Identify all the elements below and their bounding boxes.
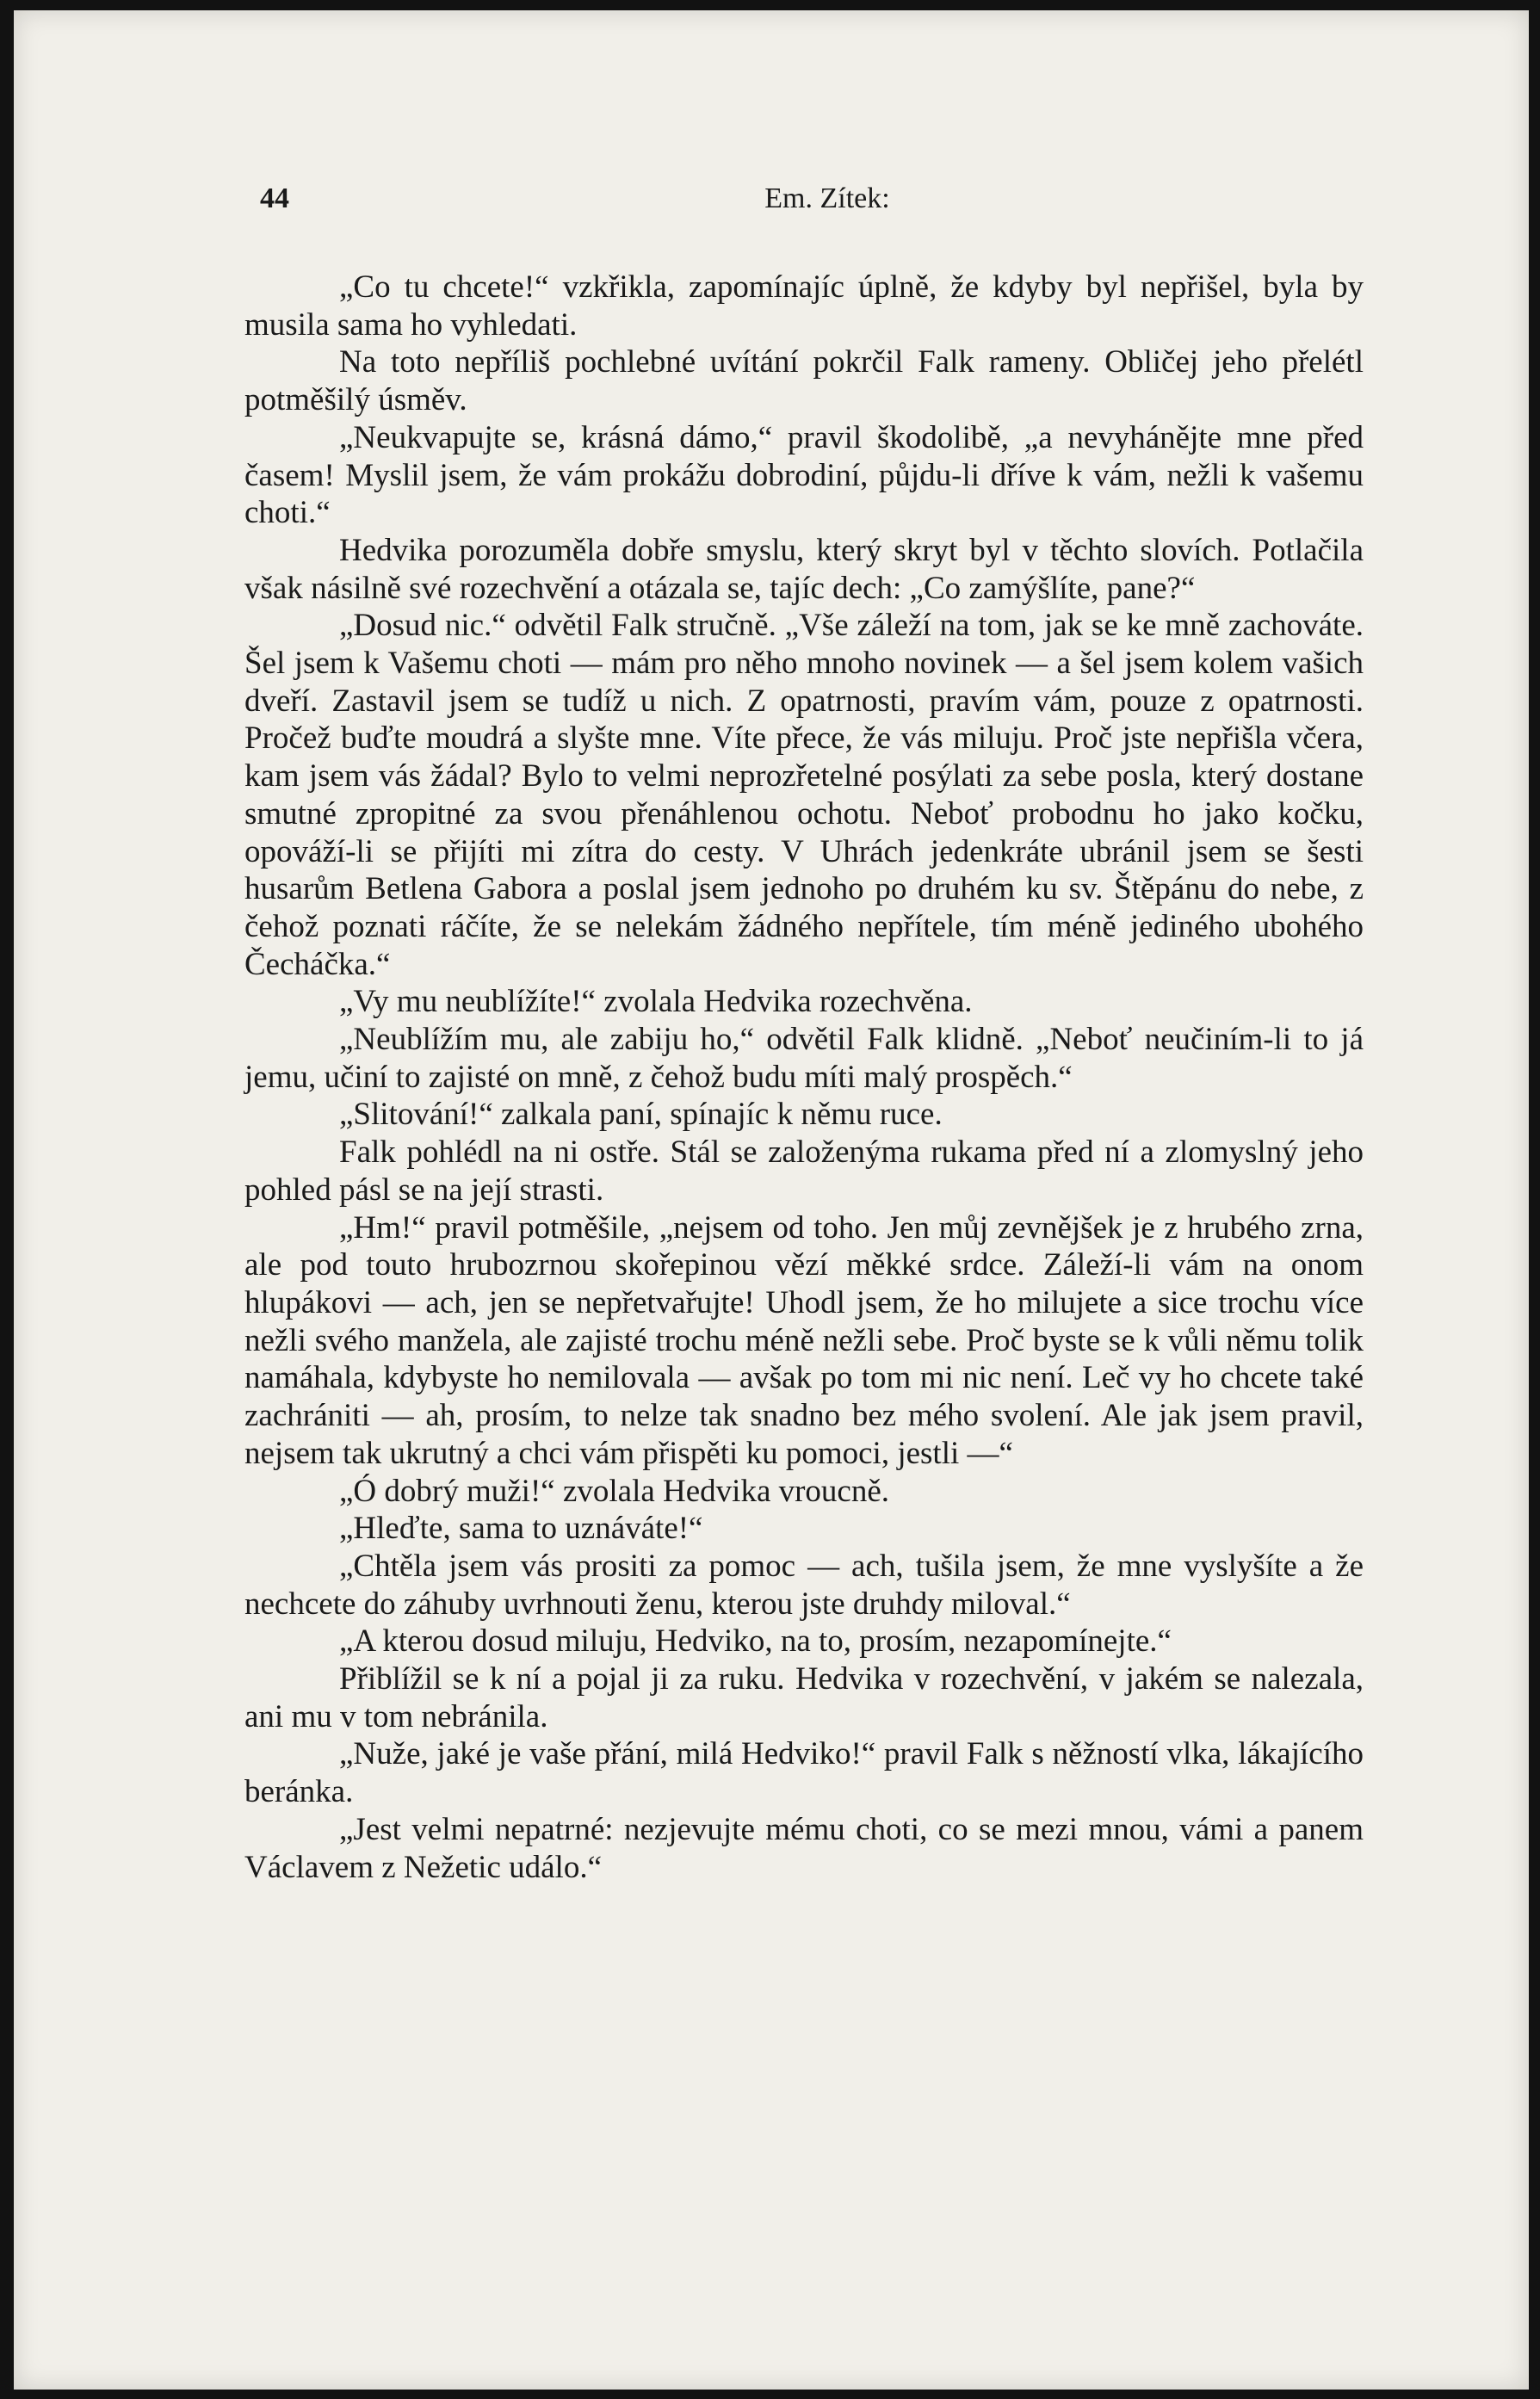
paragraph: „Slitování!“ zalkala paní, spínajíc k němu ruce. [339, 1097, 943, 1133]
body-text [244, 269, 1364, 1886]
paragraph: „Neukvapujte se, krásná dámo,“ pravil škodolibě, „a nevyhánějte mne před časem! Myslil jsem, že vám prokážu dobrodiní, půjdu-li dříve k vám, nežli k vašemu choti.“ [244, 419, 1364, 531]
paragraph: „Vy mu neublížíte!“ zvolala Hedvika rozechvěna. [339, 984, 973, 1020]
paragraph: Falk pohlédl na ni ostře. Stál se založenýma rukama před ní a zlomyslný jeho pohled pásl se na její strasti. [244, 1135, 1364, 1208]
book-page [14, 10, 1529, 2390]
running-head: Em. Zítek: [764, 182, 890, 214]
page-header [246, 182, 1365, 234]
paragraph: Na toto nepříliš pochlebné uvítání pokrčil Falk rameny. Obličej jeho přelétl potměšilý úsměv. [244, 344, 1364, 418]
paragraph: „Hleďte, sama to uznáváte!“ [339, 1511, 703, 1547]
paragraph: „Ó dobrý muži!“ zvolala Hedvika vroucně. [339, 1473, 890, 1509]
paragraph: „Hm!“ pravil potměšile, „nejsem od toho. Jen můj zevnějšek je z hrubého zrna, ale pod touto hrubozrnou skořepinou vězí měkké srdce. Záleží-li vám na onom hlupákovi — ach, jen se nepřetvařujte! Uhodl jsem, že ho milujete a sice trochu více nežli svého manžela, ale zajisté trochu méně nežli sebe. Proč byste se k vůli němu tolik namáhala, kdybyste ho nemilovala — avšak po tom mi nic není. Leč vy ho chcete také zachrániti — ah, prosím, to nelze tak snadno bez mého svolení. Ale jak jsem pravil, nejsem tak ukrutný a chci vám přispěti ku pomoci, jestli —“ [244, 1209, 1364, 1471]
page-number: 44 [260, 182, 289, 214]
paragraph: „Co tu chcete!“ vzkřikla, zapomínajíc úplně, že kdyby byl nepřišel, byla by musila sama ho vyhledati. [244, 269, 1364, 343]
paragraph: „Jest velmi nepatrné: nezjevujte mému choti, co se mezi mnou, vámi a panem Václavem z Nežetic událo.“ [244, 1811, 1364, 1885]
paragraph: „Chtěla jsem vás prositi za pomoc — ach, tušila jsem, že mne vyslyšíte a že nechcete do záhuby uvrhnouti ženu, kterou jste druhdy miloval.“ [244, 1548, 1364, 1622]
paragraph: „Neublížím mu, ale zabiju ho,“ odvětil Falk klidně. „Neboť neučiním-li to já jemu, učiní to zajisté on mně, z čehož budu míti malý prospěch.“ [244, 1022, 1364, 1095]
paragraph: „Dosud nic.“ odvětil Falk stručně. „Vše záleží na tom, jak se ke mně zachováte. Šel jsem k Vašemu choti — mám pro něho mnoho novinek — a šel jsem kolem vašich dveří. Zastavil jsem se tudíž u nich. Z opatrnosti, pravím vám, pouze z opatrnosti. Pročež buďte moudrá a slyšte mne. Víte přece, že vás miluju. Proč jste nepřišla včera, kam jsem vás žádal? Bylo to velmi neprozřetelné posýlati za sebe posla, který dostane smutné zpropitné za svou přenáhlenou ochotu. Neboť probodnu ho jako kočku, opováží-li se přijíti mi zítra do cesty. V Uhrách jedenkráte ubránil jsem se šesti husarům Betlena Gabora a poslal jsem jednoho po druhém ku sv. Štěpánu do nebe, z čehož poznati ráčíte, že se nelekám žádného nepřítele, tím méně jediného ubohého Čecháčka.“ [244, 608, 1364, 982]
paragraph: Přiblížil se k ní a pojal ji za ruku. Hedvika v rozechvění, v jakém se nalezala, ani mu v tom nebránila. [244, 1661, 1364, 1734]
paragraph: „Nuže, jaké je vaše přání, milá Hedviko!“ pravil Falk s něžností vlka, lákajícího beránka. [244, 1736, 1364, 1810]
paragraph: „A kterou dosud miluju, Hedviko, na to, prosím, nezapomínejte.“ [339, 1623, 1172, 1660]
paragraph: Hedvika porozuměla dobře smyslu, který skryt byl v těchto slovích. Potlačila však násilně své rozechvění a otázala se, tajíc dech: „Co zamýšlíte, pane?“ [244, 532, 1364, 606]
